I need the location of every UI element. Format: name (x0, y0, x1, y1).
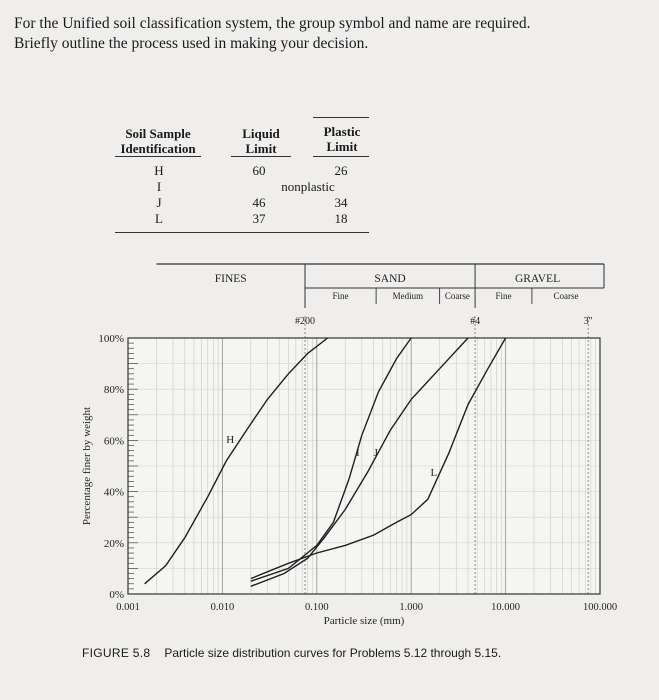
y-tick-label: 20% (103, 537, 124, 550)
header-liquid-limit: Liquid Limit (242, 126, 280, 156)
curve-label-i: I (355, 446, 360, 459)
row-h-ll: 60 (252, 163, 266, 178)
x-axis-label: Particle size (mm) (323, 615, 405, 627)
x-tick-label: 100.000 (582, 602, 618, 613)
row-j-pl: 34 (334, 195, 348, 210)
row-l-ll: 37 (252, 211, 266, 226)
y-axis-label: Percentage finer by weight (81, 406, 93, 526)
y-tick-label: 60% (103, 435, 124, 448)
row-h-pl: 26 (334, 163, 348, 178)
header-sample: Soil Sample Identification (120, 126, 196, 156)
curve-label-l: L (430, 467, 438, 480)
header-plastic-limit: Plastic Limit (323, 124, 361, 154)
subclass-label: Fine (332, 291, 349, 301)
question-line-2: Briefly outline the process used in making your decision. (14, 35, 369, 52)
row-j-ll: 46 (252, 195, 266, 210)
sieve-label: #200 (295, 316, 316, 327)
y-tick-label: 80% (103, 384, 124, 397)
x-tick-label: 1.000 (399, 602, 424, 613)
curve-label-j: J (373, 446, 378, 459)
y-tick-label: 0% (109, 589, 124, 601)
x-tick-label: 0.001 (116, 602, 140, 613)
row-l-id: L (155, 211, 163, 226)
x-tick-label: 0.010 (210, 602, 235, 613)
row-l-pl: 18 (334, 211, 348, 226)
question-line-1: For the Unified soil classification system, the group symbol and name are required. (14, 15, 531, 32)
x-tick-label: 0.100 (304, 602, 329, 613)
sieve-label: 3" (583, 316, 593, 327)
figure-number: FIGURE 5.8 (82, 646, 151, 660)
curve-label-h: H (226, 433, 235, 446)
sieve-label: #4 (470, 316, 481, 327)
y-tick-label: 100% (98, 333, 124, 345)
class-label: SAND (374, 273, 406, 285)
figure-caption-text: Particle size distribution curves for Problems 5.12 through 5.15. (164, 646, 502, 660)
subclass-label: Coarse (444, 291, 470, 301)
y-tick-label: 40% (103, 486, 124, 499)
x-tick-label: 10.000 (491, 602, 521, 613)
subclass-label: Coarse (553, 291, 579, 301)
subclass-label: Fine (495, 291, 512, 301)
class-label: FINES (214, 273, 247, 285)
class-label: GRAVEL (514, 273, 561, 285)
figure-caption (82, 646, 501, 660)
row-j-id: J (156, 195, 162, 210)
subclass-label: Medium (392, 291, 424, 301)
row-i-note: nonplastic (281, 179, 335, 194)
row-i-id: I (156, 179, 162, 194)
row-h-id: H (154, 163, 164, 178)
